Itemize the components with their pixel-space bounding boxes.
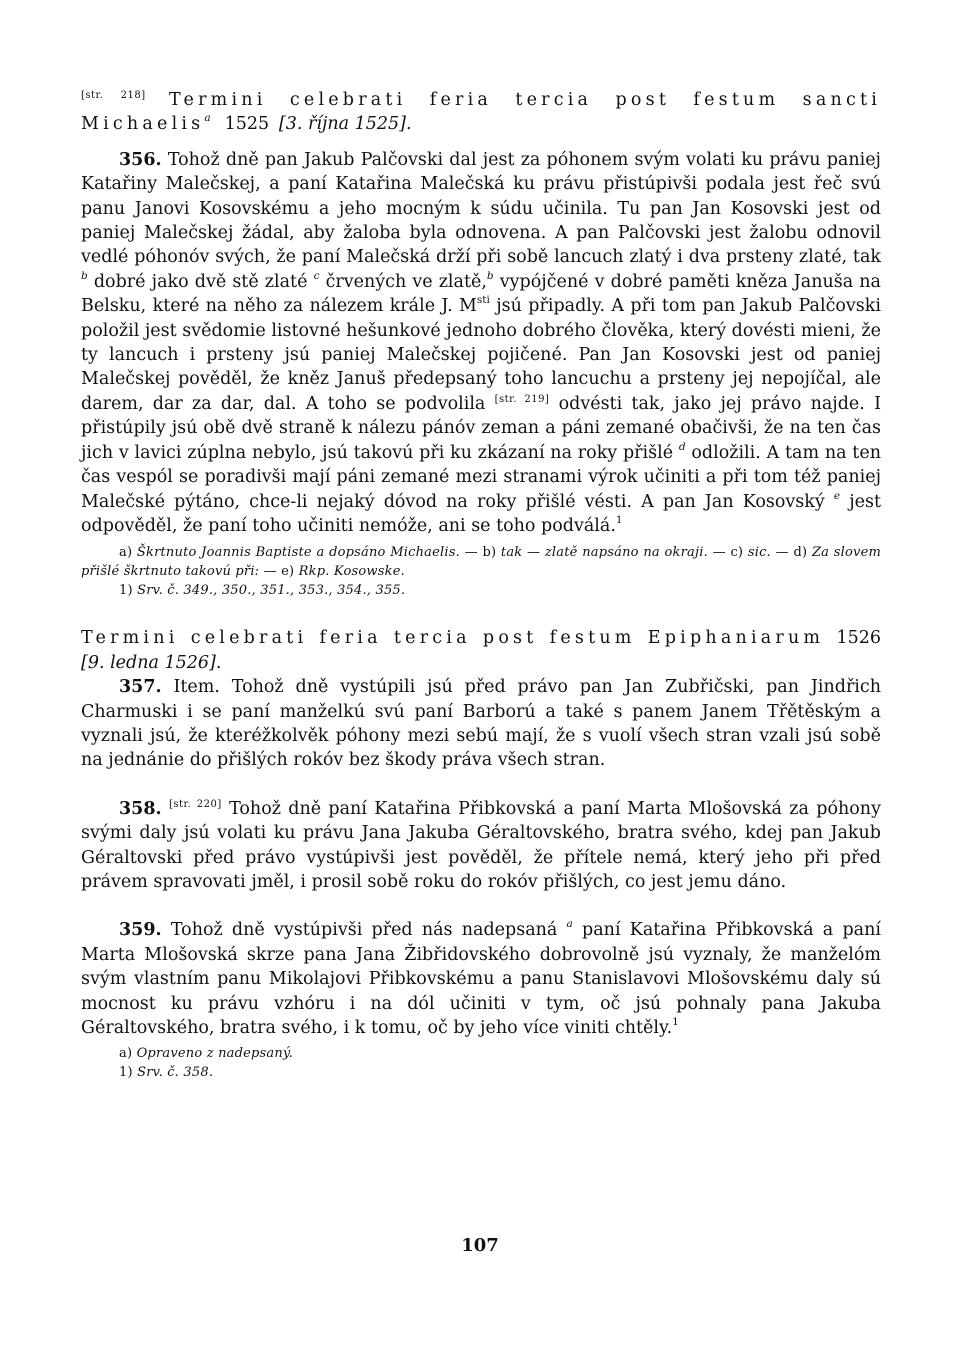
footnote-text: Za slovem přišlé škrtnuto takovú při: — xyxy=(81,545,882,580)
entry-number: 358. xyxy=(119,798,162,819)
entry-text: odvésti tak, jako jej právo najde. I přistúpily jsú obě dvě straně k nálezu pánóv zeman a páni zemané obačivši, že na ten čas jich v lavici zúplna nebylo, jsú takovú při ku zkázaní na roky přišlé xyxy=(81,393,881,463)
footnote-text: Opraveno z nadepsaný. xyxy=(136,1046,294,1062)
entry-356 xyxy=(81,148,881,539)
entry-number: 357. xyxy=(119,677,162,698)
footnote-marker: b xyxy=(486,269,494,282)
page-number: 107 xyxy=(461,1235,499,1256)
entry-text: črvených ve zlatě, xyxy=(325,271,487,292)
footnote-label: b) xyxy=(482,545,497,561)
superscript-abbreviation: sti xyxy=(476,294,490,307)
entry-text: Tohož dně pan Jakub Palčovski dal jest za póhonem svým volati ku právu paniej Katařiny Malečskej, a paní Katařina Malečská ku právu přistúpivši podala jest řeč svú panu Janovi Kosovskému a jeho mocným k súdu učinila. Tu pan Jan Kosovski jest od paniej Malečskej žádal, aby žaloba byla odnovena. A pan Palčovski jest žalobu odnovil vedlé póhonóv svých, že paní Malečská drží při sobě lancuch zlatý i dva prsteny zlaté, tak xyxy=(81,149,881,268)
entry-number: 359. xyxy=(119,920,162,941)
entry-text: odložili. A tam na ten čas vespól se poradivši mají páni zemané mezi stranami výrok učiniti a při tom též paniej Malečské pýtáno, chce-li nejaký dóvod na roky přišlé vésti. A pan Jan Kosovský xyxy=(81,442,881,512)
footnote-label: c) xyxy=(730,545,744,561)
footnote-label: 1) xyxy=(119,583,133,599)
footnote-marker: 1 xyxy=(615,513,623,526)
footnote-label: d) xyxy=(793,545,808,561)
footnotes-356 xyxy=(81,543,881,600)
footnote-marker: e xyxy=(833,489,841,502)
footnote-line xyxy=(81,1044,881,1063)
heading-session-1526 xyxy=(81,626,881,675)
entry-358 xyxy=(81,797,881,895)
entry-number: 356. xyxy=(119,149,162,170)
footnote-label: a) xyxy=(119,1046,133,1062)
entry-text: vypójčené v dobré paměti kněza Januša na Belsku, které na něho za nálezem krále J. M xyxy=(81,271,881,317)
footnotes-359 xyxy=(81,1044,881,1082)
page-reference: [str. 219] xyxy=(494,393,550,405)
footnote-text: tak — zlatě napsáno na okraji. xyxy=(500,545,708,561)
entry-text: Item. Tohož dně vystúpili jsú před právo pan Jan Zubřičski, pan Jindřich Charmuski i se paní manželkú svú paní Barború a také s panem Janem Třětěským a vyznali jsú, že kteréžkolvěk póhony mezi sebú mají, že s vuolí všech stran vzali jsú sobě na jednánie do přišlých rokóv bez škody práva všech stran. xyxy=(81,677,881,771)
heading-text: Termini celebrati feria tercia post festum sancti Michaelis xyxy=(81,90,881,135)
entry-text: jsú připadly. A při tom pan Jakub Palčovski položil jest svědomie listovné hešunkové jednoho dobrého člověka, který dovésti mieni, že ty lancuch i prsteny jsú paniej Malečskej pojičené. Pan Jan Kosovski jest od paniej Malečskej pověděl, že kněz Januš předepsaný toho lancuchu a prsteny jej nepojíčal, ale darem, dar za dar, dal. A toho se podvolila xyxy=(81,296,881,414)
page-reference: [str. 218] xyxy=(81,90,146,101)
entry-357 xyxy=(81,675,881,773)
heading-year: 1525 xyxy=(224,114,270,135)
footnote-marker: b xyxy=(81,269,88,282)
footnote-marker: a xyxy=(566,918,573,931)
footnote-text: Srv. č. 358. xyxy=(137,1065,214,1081)
entry-text: dobré jako dvě stě zlaté xyxy=(93,271,308,292)
footnote-marker: d xyxy=(678,440,686,453)
footnote-label: a) xyxy=(119,545,133,561)
entry-text: Tohož dně vystúpivši před nás nadepsaná xyxy=(170,920,558,941)
footnote-text: Srv. č. 349., 350., 351., 353., 354., 355. xyxy=(137,583,406,599)
footnote-marker: a xyxy=(204,112,215,125)
footnote-label: 1) xyxy=(119,1065,133,1081)
footnote-text: Rkp. Kosowske. xyxy=(298,564,405,580)
entry-text: paní Katařina Přibkovská a paní Marta Mlošovská skrze pana Jana Žibřidovského dobrovolně jsú vyznaly, že manželóm svým vlastním panu Mikolajovi Přibkovskému a panu Stanislavovi Mlošovskému daly sú mocnost ku právu vzhóru i na dól učiniti v tym, oč jsú pohnaly pana Jakuba Géraltovského, bratra svého, i k tomu, oč by jeho více viniti chtěly. xyxy=(81,920,881,1038)
footnote-line: a) Škrtnuto Joannis Baptiste a dopsáno Michaelis. — b) tak — zlatě napsáno na okraji. — c) sic. — d) Za slovem přišlé škrtnuto takovú při: — e) Rkp. Kosowske. xyxy=(81,545,882,580)
heading-year: 1526 xyxy=(836,628,881,649)
page-reference: [str. 220] xyxy=(168,798,222,810)
footnote-label: e) xyxy=(281,564,295,580)
heading-text: Termini celebrati feria tercia post festum Epiphaniarum xyxy=(81,628,825,649)
footnote-marker: 1 xyxy=(672,1016,679,1028)
page-body xyxy=(81,88,881,1082)
heading-session-1525 xyxy=(81,88,881,137)
footnote-text: sic. xyxy=(747,545,771,561)
footnote-text: Škrtnuto Joannis Baptiste a dopsáno Michaelis. xyxy=(136,545,460,561)
footnote-line xyxy=(81,1063,881,1082)
footnote-line xyxy=(81,581,881,600)
heading-date: [3. října 1525]. xyxy=(278,114,412,135)
footnote-marker: c xyxy=(313,269,320,282)
heading-date: [9. ledna 1526]. xyxy=(81,652,222,673)
entry-text: jest odpověděl, že paní toho učiniti nemóže, ani se toho podválá. xyxy=(81,491,881,536)
entry-359 xyxy=(81,918,881,1040)
entry-text: Tohož dně paní Katařina Přibkovská a paní Marta Mlošovská za póhony svými daly jsú volati ku právu Jana Jakuba Géraltovského, bratra svého, kdej pan Jakub Géraltovski před právo vystúpivši jest pověděl, že přítele nemá, který jeho při před právem spravovati jměl, i prosil sobě roku do rokóv přišlých, co jest jemu dáno. xyxy=(81,798,881,892)
